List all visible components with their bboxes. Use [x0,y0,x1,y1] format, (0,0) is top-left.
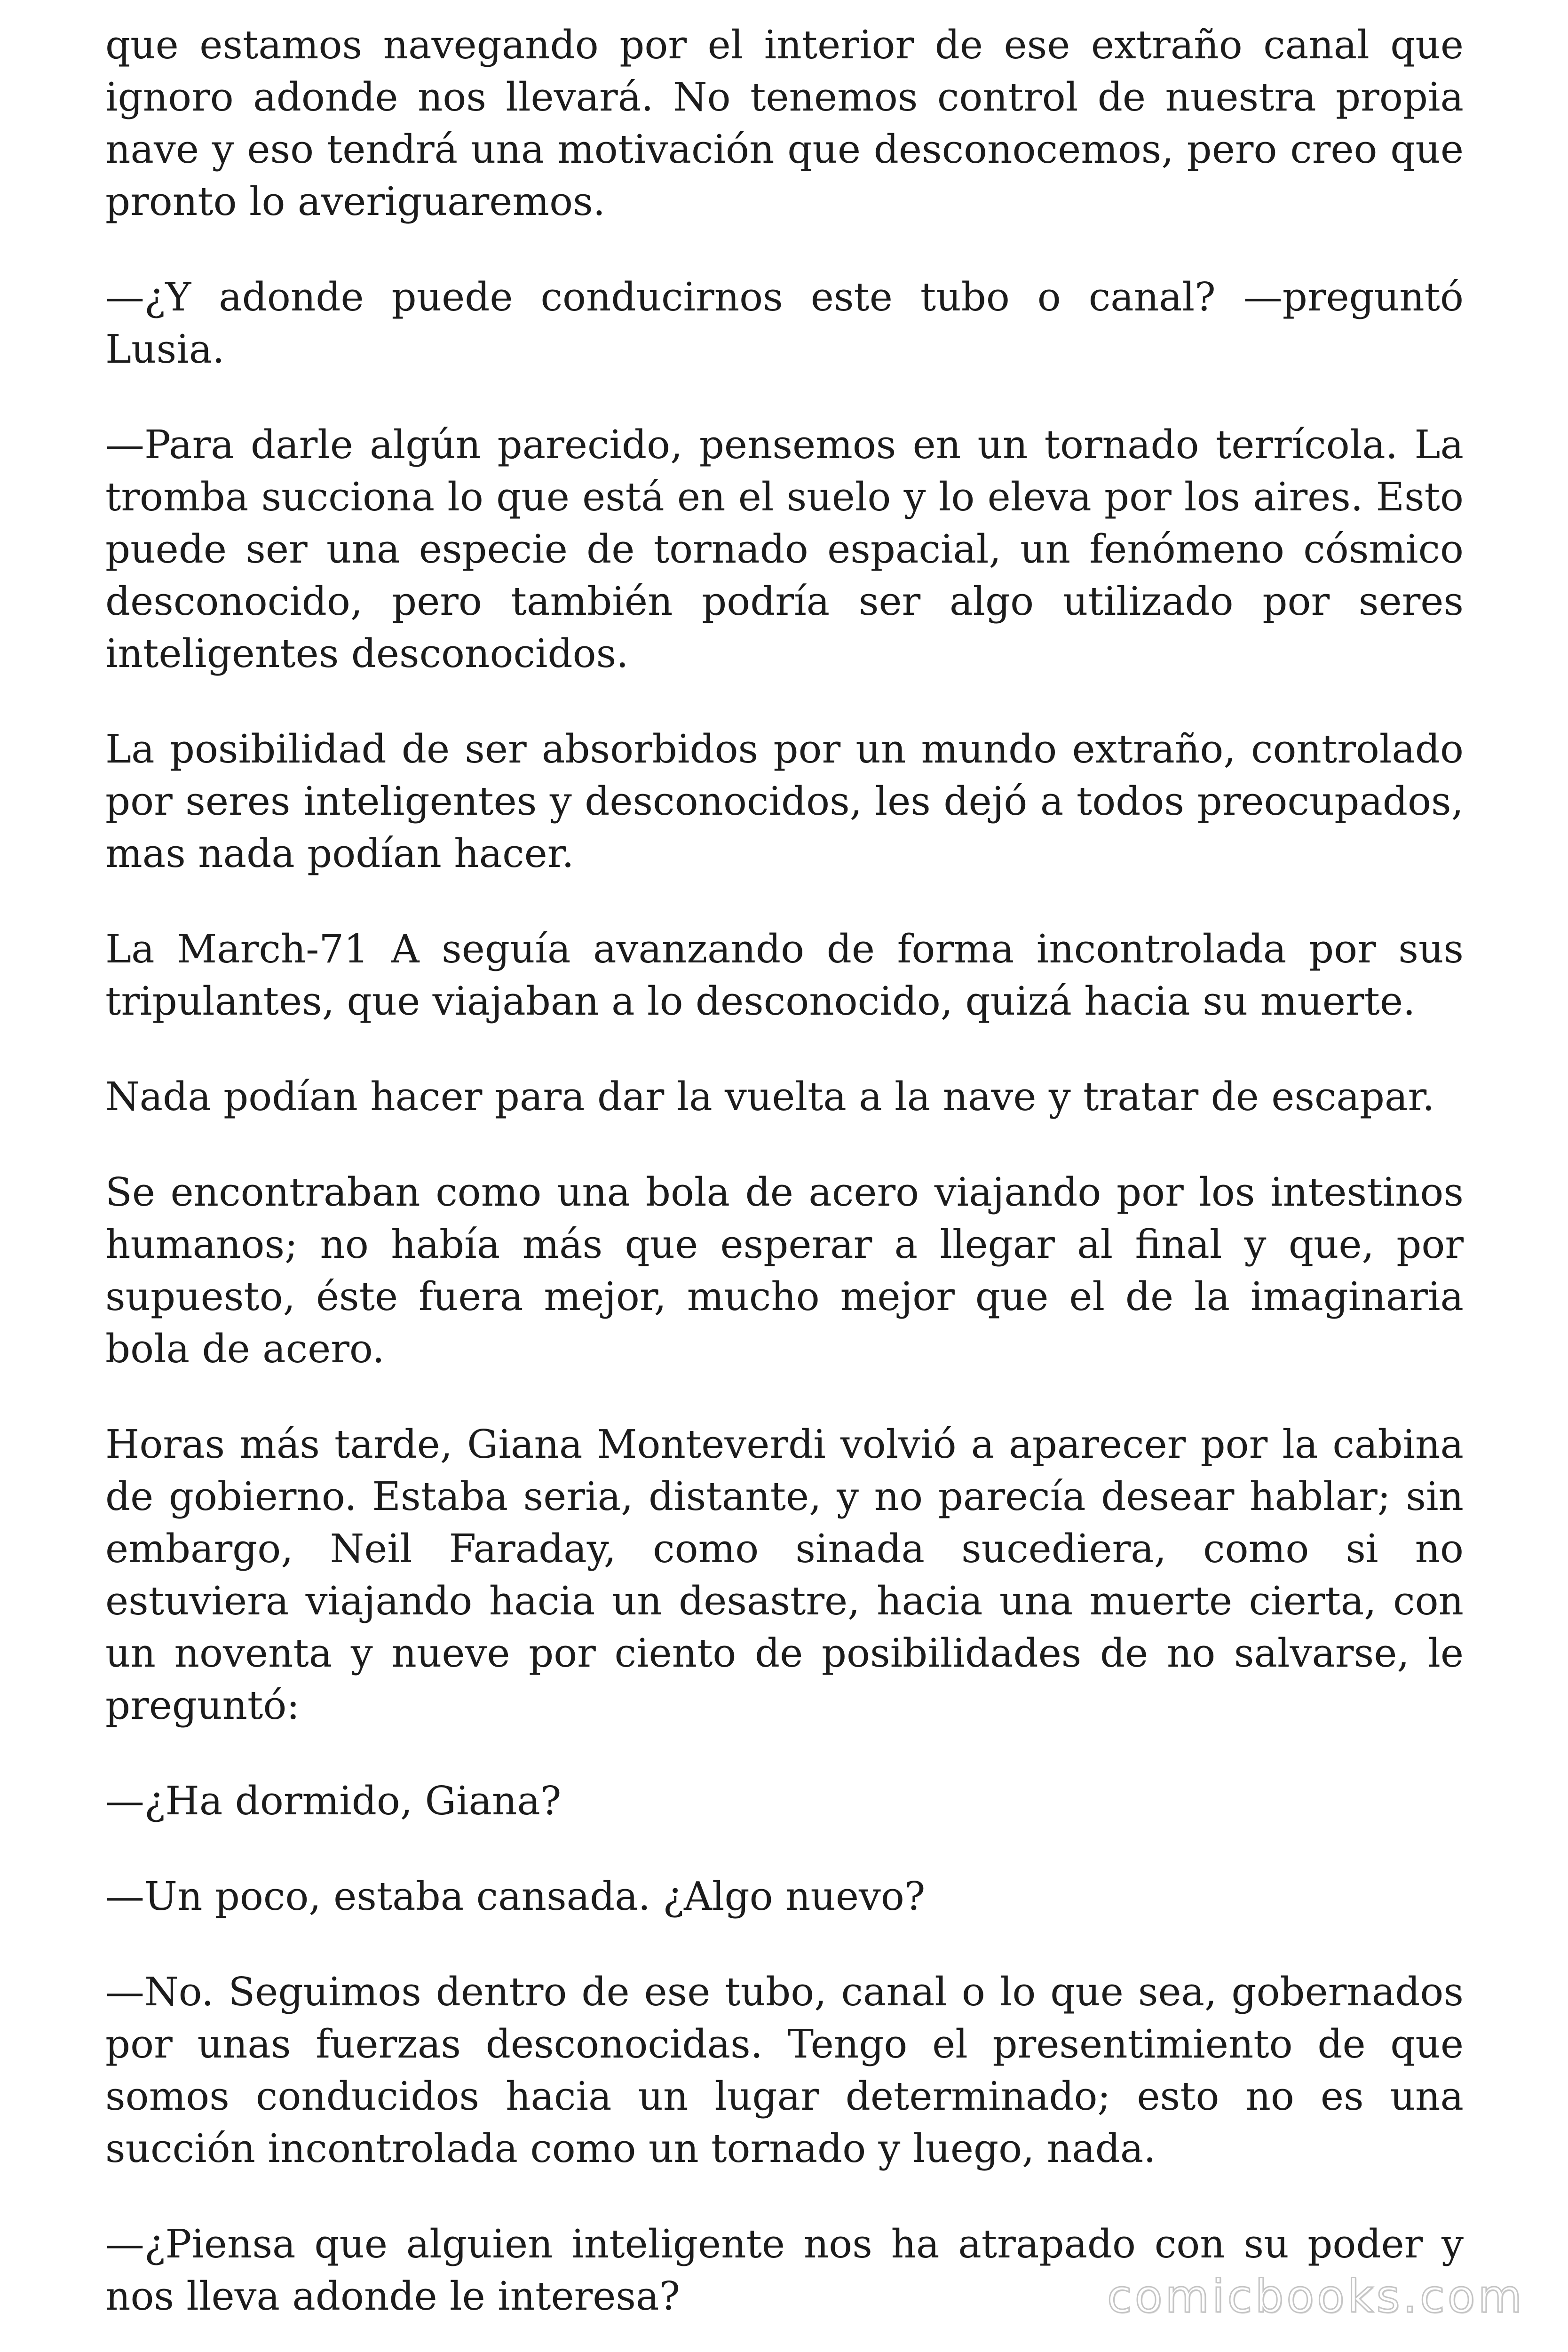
paragraph: Horas más tarde, Giana Monteverdi volvió a aparecer por la cabina de gobierno. Estaba seria, distante, y no parecía desear hablar; sin embargo, Neil Faraday, como sinada sucediera, como si no estuviera viajando hacia un desastre, hacia una muerte cierta, con un noventa y nueve por ciento de posibilidades de no salvarse, le preguntó: [105,1422,1464,1728]
paragraph: —Un poco, estaba cansada. ¿Algo nuevo? [105,1874,926,1919]
paragraph: —No. Seguimos dentro de ese tubo, canal o lo que sea, gobernados por unas fuerzas desconocidas. Tengo el presentimiento de que somos conducidos hacia un lugar determinado; esto no es una succión incontrolada como un tornado y luego, nada. [105,1969,1464,2171]
book-page-text [105,19,1464,2352]
paragraph: Se encontraban como una bola de acero viajando por los intestinos humanos; no había más que esperar a llegar al final y que, por supuesto, éste fuera mejor, mucho mejor que el de la imaginaria bola de acero. [105,1169,1464,1372]
watermark: comicbooks.com [1107,2270,1525,2323]
paragraph: —¿Y adonde puede conducirnos este tubo o canal? —preguntó Lusia. [105,274,1464,372]
paragraph: —¿Piensa que alguien inteligente nos ha atrapado con su poder y nos lleva adonde le interesa? [105,2221,1464,2319]
paragraph: —¿Ha dormido, Giana? [105,1778,562,1824]
paragraph: que estamos navegando por el interior de ese extraño canal que ignoro adonde nos llevará. No tenemos control de nuestra propia nave y eso tendrá una motivación que desconocemos, pero creo que pronto lo averiguaremos. [105,22,1464,224]
paragraph: La March-71 A seguía avanzando de forma incontrolada por sus tripulantes, que viajaban a lo desconocido, quizá hacia su muerte. [105,926,1464,1024]
paragraph: Nada podían hacer para dar la vuelta a la nave y tratar de escapar. [105,1074,1435,1120]
paragraph: —Para darle algún parecido, pensemos en un tornado terrícola. La tromba succiona lo que está en el suelo y lo eleva por los aires. Esto puede ser una especie de tornado espacial, un fenómeno cósmico desconocido, pero también podría ser algo utilizado por seres inteligentes desconocidos. [105,422,1464,676]
paragraph: La posibilidad de ser absorbidos por un mundo extraño, controlado por seres inteligentes y desconocidos, les dejó a todos preocupados, mas nada podían hacer. [105,726,1464,876]
